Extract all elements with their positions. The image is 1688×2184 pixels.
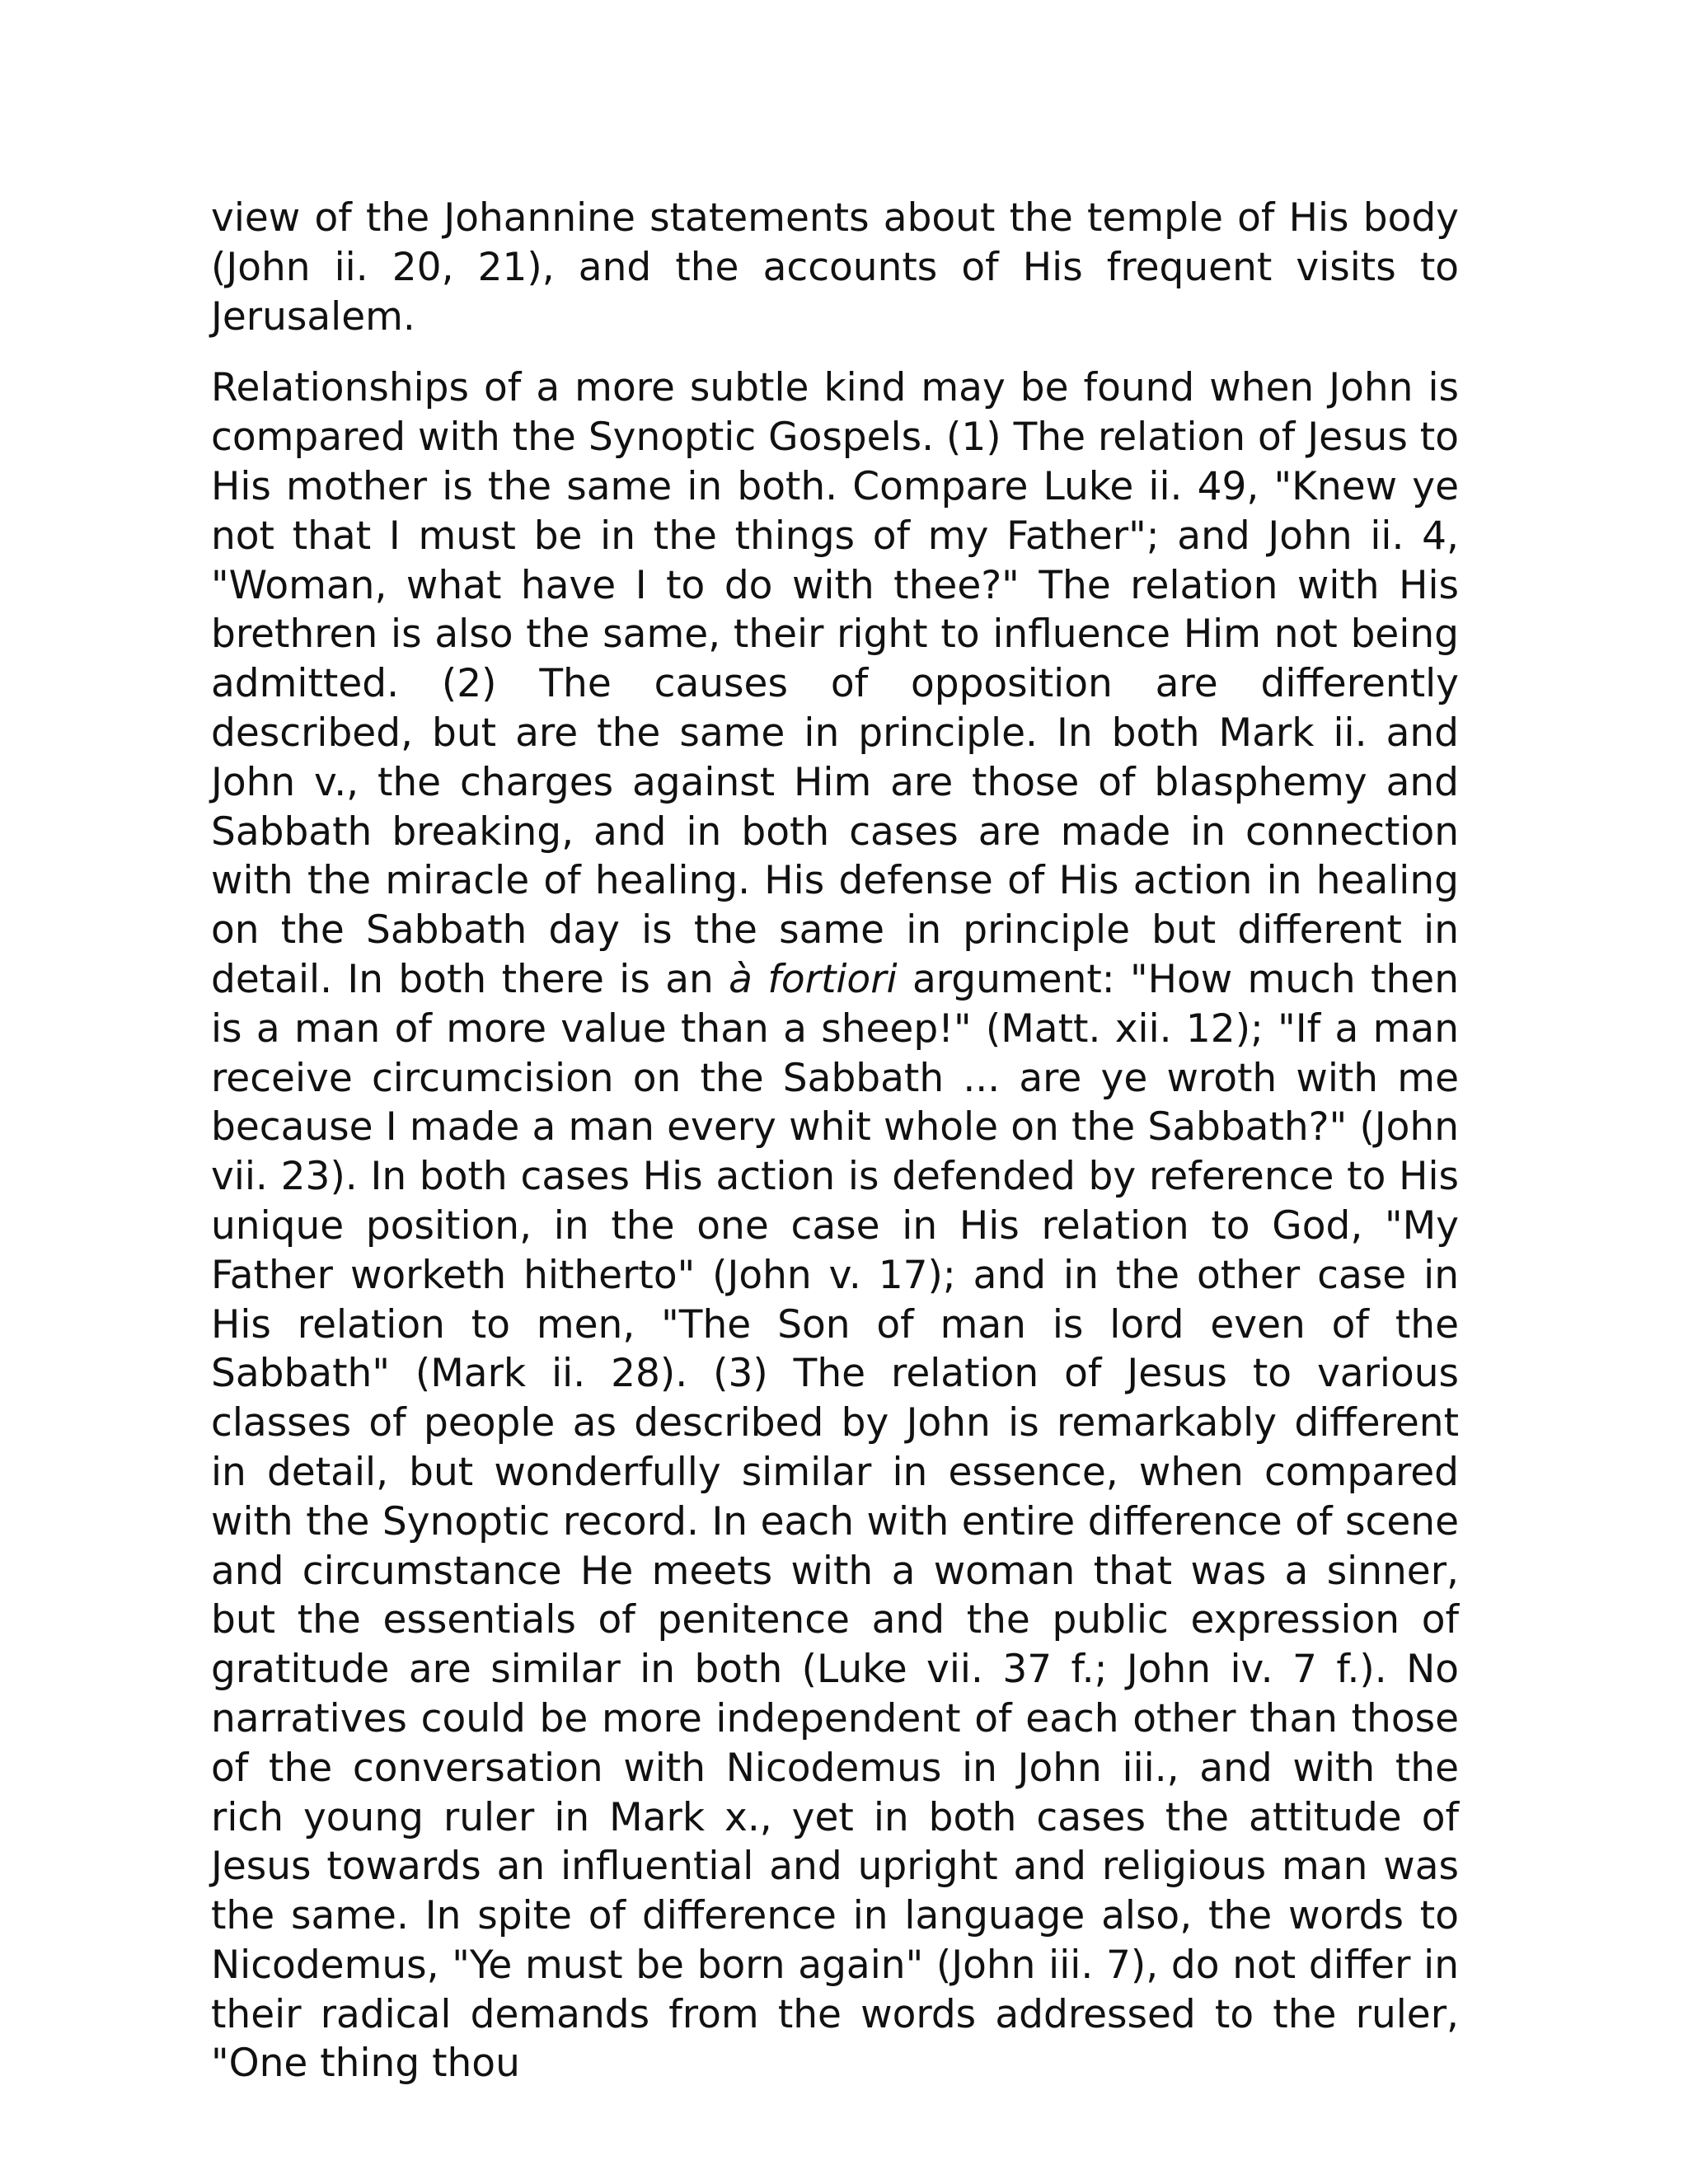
paragraph-1-text: view of the Johannine statements about the temple of His body (John ii. 20, 21), and the accounts of His frequent visits to Jerusalem. xyxy=(211,195,1459,340)
body-text xyxy=(211,194,1459,2111)
paragraph-2-text-end: argument: "How much then is a man of more value than a sheep!" (Matt. xii. 12); "If a man receive circumcision on the Sabbath ... are ye wroth with me because I made a man every whit whole on the Sabbath?" (John vii. 23). In both cases His action is defended by reference to His unique position, in the one case in His relation to God, "My Father worketh hitherto" (John v. 17); and in the other case in His relation to men, "The Son of man is lord even of the Sabbath" (Mark ii. 28). (3) The relation of Jesus to various classes of people as described by John is remarkably different in detail, but wonderfully similar in essence, when compared with the Synoptic record. In each with entire difference of scene and circumstance He meets with a woman that was a sinner, but the essentials of penitence and the public expression of gratitude are similar in both (Luke vii. 37 f.; John iv. 7 f.). No narratives could be more independent of each other than those of the conversation with Nicodemus in John iii., and with the rich young ruler in Mark x., yet in both cases the attitude of Jesus towards an influential and upright and religious man was the same. In spite of difference in language also, the words to Nicodemus, "Ye must be born again" (John iii. 7), do not differ in their radical demands from the words addressed to the ruler, "One thing thou xyxy=(211,956,1459,2087)
paragraph-2-text-start: Relationships of a more subtle kind may be found when John is compared with the Synoptic Gospels. (1) The relation of Jesus to His mother is the same in both. Compare Luke ii. 49, "Knew ye not that I must be in the things of my Father"; and John ii. 4, "Woman, what have I to do with thee?" The relation with His brethren is also the same, their right to influence Him not being admitted. (2) The causes of opposition are differently described, but are the same in principle. In both Mark ii. and John v., the charges against Him are those of blasphemy and Sabbath breaking, and in both cases are made in connection with the miracle of healing. His defense of His action in healing on the Sabbath day is the same in principle but different in detail. In both there is an xyxy=(211,365,1459,1002)
paragraph-1 xyxy=(211,194,1459,341)
paragraph-2 xyxy=(211,363,1459,2088)
italic-phrase: à fortiori xyxy=(729,956,898,1002)
